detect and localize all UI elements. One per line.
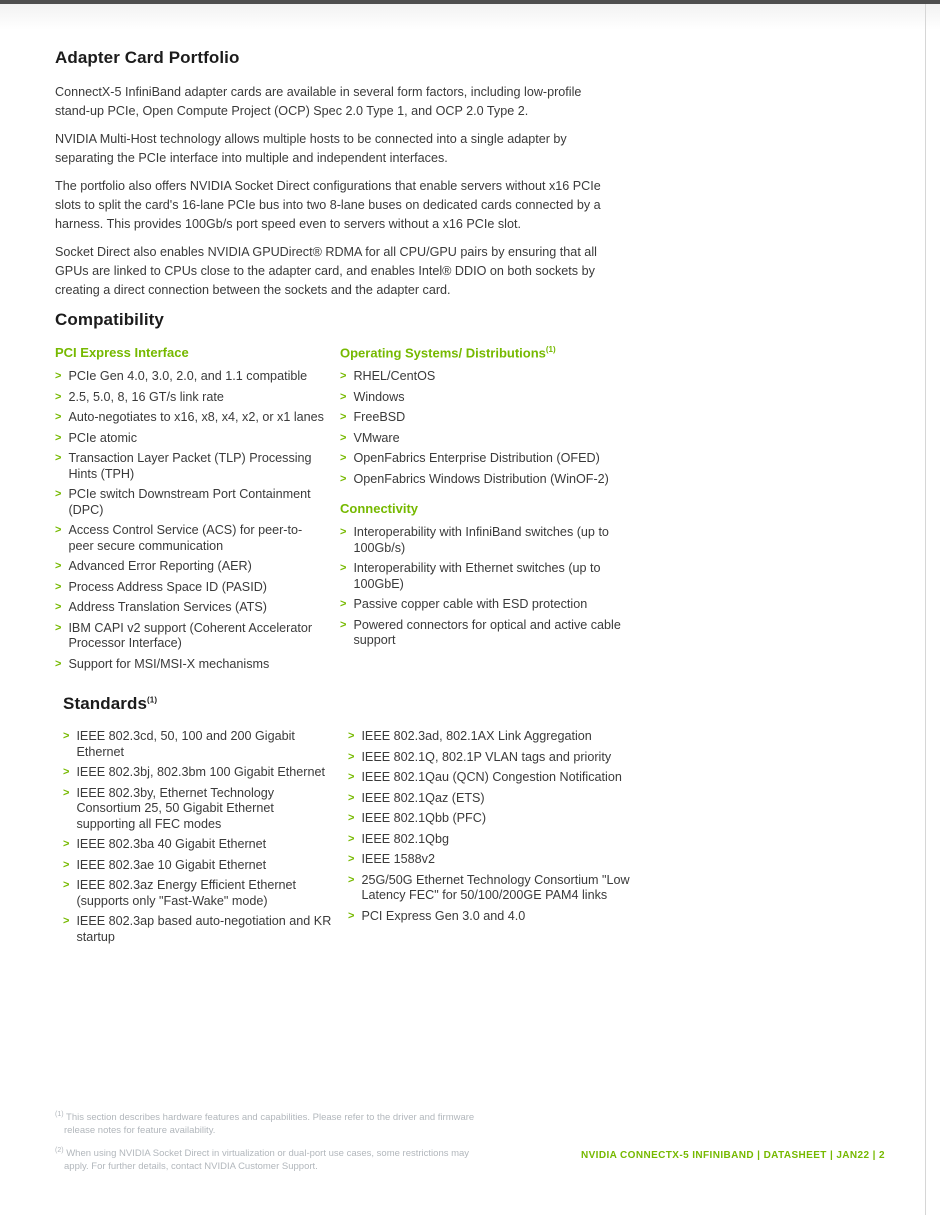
paragraph: ConnectX-5 InfiniBand adapter cards are available in several form factors, including low-profile stand-up PCIe, Open Compute Project (OCP) Spec 2.0 Type 1, and OCP 2.0 Type 2. [55, 85, 582, 118]
list-item-text: RHEL/CentOS [353, 369, 436, 384]
list-item-text: 25G/50G Ethernet Technology Consortium "Low Latency FEC" for 50/100/200GE PAM4 links [361, 872, 630, 902]
page-footer: NVIDIA CONNECTX-5 INFINIBAND | DATASHEET | JAN22 | 2 [580, 1150, 885, 1161]
chevron-bullet-icon: > [63, 730, 70, 742]
list-item [63, 729, 335, 760]
list-item-text: PCI Express Gen 3.0 and 4.0 [361, 908, 526, 923]
list-item [340, 410, 625, 426]
list-item [340, 525, 625, 556]
list-item [55, 390, 327, 406]
list-item [340, 431, 625, 447]
list-item-text: IEEE 802.3bj, 802.3bm 100 Gigabit Ethernet [76, 765, 325, 779]
chevron-bullet-icon: > [55, 431, 62, 444]
list-item-text: IEEE 802.3ae 10 Gigabit Ethernet [76, 857, 267, 872]
pci-express-list [55, 369, 327, 672]
chevron-bullet-icon: > [340, 598, 347, 611]
chevron-bullet-icon: > [55, 390, 62, 403]
pci-express-heading: PCI Express Interface [55, 345, 189, 360]
chevron-bullet-icon: > [340, 370, 347, 383]
list-item-text: IEEE 802.1Q, 802.1P VLAN tags and priority [361, 749, 612, 764]
list-item [55, 369, 327, 385]
list-item-text: Access Control Service (ACS) for peer-to-peer secure communication [68, 523, 303, 553]
standards-right-column [348, 729, 633, 959]
list-item [348, 750, 633, 766]
list-item [340, 618, 625, 649]
list-item-text: Support for MSI/MSI-X mechanisms [68, 656, 270, 671]
standards-title [63, 694, 617, 714]
chevron-bullet-icon: > [63, 915, 70, 927]
list-item [348, 791, 633, 807]
chevron-bullet-icon: > [63, 858, 70, 871]
compatibility-title: Compatibility [55, 310, 164, 329]
compatibility-left-column [55, 345, 327, 686]
list-item [63, 914, 335, 945]
chevron-bullet-icon: > [55, 657, 62, 670]
list-item-text: PCIe Gen 4.0, 3.0, 2.0, and 1.1 compatible [68, 369, 308, 383]
list-item [63, 878, 335, 909]
list-item-text: IEEE 1588v2 [361, 852, 435, 866]
chevron-bullet-icon: > [63, 786, 70, 799]
chevron-bullet-icon: > [348, 730, 355, 742]
list-item [55, 523, 327, 554]
list-item [55, 431, 327, 447]
list-item [348, 909, 633, 925]
chevron-bullet-icon: > [348, 771, 355, 783]
list-item-text: Advanced Error Reporting (AER) [68, 559, 252, 573]
list-item [63, 786, 335, 833]
list-item-text: IEEE 802.3by, Ethernet Technology Consortium 25, 50 Gigabit Ethernet supporting all FEC modes [76, 785, 275, 831]
list-item-text: Powered connectors for optical and active cable support [353, 617, 621, 648]
operating-systems-list [340, 369, 625, 487]
list-item-text: IEEE 802.3ba 40 Gigabit Ethernet [76, 837, 267, 851]
chevron-bullet-icon: > [348, 873, 355, 886]
compatibility-right-column [340, 345, 625, 686]
list-item [63, 858, 335, 874]
list-item-text: Auto-negotiates to x16, x8, x4, x2, or x1 lanes [68, 410, 324, 424]
standards-left-column [63, 729, 335, 959]
chevron-bullet-icon: > [340, 562, 347, 575]
operating-systems-heading [340, 345, 625, 360]
operating-systems-heading-text: Operating Systems/ Distributions [340, 345, 546, 361]
chevron-bullet-icon: > [348, 750, 355, 763]
connectivity-heading: Connectivity [340, 501, 419, 517]
standards-right-list [348, 729, 633, 924]
list-item-text: Interoperability with Ethernet switches (up to 100GbE) [353, 561, 601, 591]
list-item [340, 451, 625, 467]
list-item-text: IEEE 802.1Qaz (ETS) [361, 790, 485, 805]
portfolio-paragraphs [55, 83, 617, 300]
portfolio-title: Adapter Card Portfolio [55, 48, 240, 67]
chevron-bullet-icon: > [55, 560, 62, 572]
chevron-bullet-icon: > [340, 431, 347, 444]
footnote-marker: (2) [55, 1147, 64, 1155]
list-item [55, 657, 327, 673]
list-item [340, 369, 625, 385]
standards-left-list [63, 729, 335, 945]
list-item [63, 837, 335, 853]
list-item [348, 811, 633, 827]
list-item [348, 832, 633, 848]
list-item-text: Address Translation Services (ATS) [68, 600, 267, 614]
chevron-bullet-icon: > [340, 618, 347, 631]
list-item-text: IBM CAPI v2 support (Coherent Accelerator Processor Interface) [68, 620, 313, 650]
footnote [55, 1108, 495, 1137]
chevron-bullet-icon: > [340, 452, 347, 465]
chevron-bullet-icon: > [348, 832, 355, 845]
list-item-text: FreeBSD [353, 410, 406, 425]
paragraph: Socket Direct also enables NVIDIA GPUDirect® RDMA for all CPU/GPU pairs by ensuring that all GPUs are linked to CPUs close to the adapter card, and enables Intel® DDIO on both sockets by creating a direct connection between the sockets and the adapter card. [55, 245, 597, 297]
list-item [348, 852, 633, 868]
standards-columns [63, 729, 630, 959]
list-item-text: Passive copper cable with ESD protection [353, 597, 588, 612]
chevron-bullet-icon: > [55, 452, 62, 464]
list-item [55, 487, 327, 518]
list-item [55, 621, 327, 652]
footnote-ref: (1) [545, 345, 556, 354]
list-item-text: IEEE 802.3az Energy Efficient Ethernet (supports only "Fast-Wake" mode) [76, 878, 297, 908]
list-item-text: VMware [353, 430, 400, 445]
standards-title-text: Standards [63, 694, 148, 713]
list-item-text: Process Address Space ID (PASID) [68, 579, 267, 594]
list-item-text: Transaction Layer Packet (TLP) Processing Hints (TPH) [68, 451, 312, 481]
chevron-bullet-icon: > [55, 488, 62, 500]
footnote-text: This section describes hardware features and capabilities. Please refer to the driver and firmware release notes for feature availability. [64, 1112, 475, 1137]
list-item-text: IEEE 802.3ad, 802.1AX Link Aggregation [361, 729, 592, 743]
list-item-text: IEEE 802.1Qau (QCN) Congestion Notification [361, 770, 622, 784]
chevron-bullet-icon: > [348, 853, 355, 865]
chevron-bullet-icon: > [55, 580, 62, 593]
list-item [55, 451, 327, 482]
list-item-text: IEEE 802.1Qbg [361, 831, 449, 846]
list-item [55, 410, 327, 426]
chevron-bullet-icon: > [55, 411, 62, 423]
list-item [63, 765, 335, 781]
chevron-bullet-icon: > [348, 791, 355, 804]
list-item-text: PCIe switch Downstream Port Containment (DPC) [68, 487, 311, 517]
chevron-bullet-icon: > [340, 390, 347, 403]
footnote-marker: (1) [55, 1111, 64, 1118]
list-item-text: OpenFabrics Windows Distribution (WinOF-2) [353, 471, 609, 486]
page-right-edge [925, 4, 926, 1215]
chevron-bullet-icon: > [55, 524, 62, 536]
list-item [55, 559, 327, 575]
paragraph: The portfolio also offers NVIDIA Socket Direct configurations that enable servers without x16 PCIe slots to split the card's 16-lane PCIe bus into two 8-lane buses on dedicated cards connected by a harness. This provides 100Gb/s port speed even to servers without a x16 PCIe slot. [55, 179, 601, 231]
chevron-bullet-icon: > [348, 812, 355, 824]
list-item [348, 770, 633, 786]
chevron-bullet-icon: > [348, 909, 355, 922]
page-top-fade [0, 4, 940, 30]
page-content [55, 48, 630, 959]
chevron-bullet-icon: > [63, 838, 70, 850]
chevron-bullet-icon: > [340, 526, 347, 539]
list-item [348, 729, 633, 745]
chevron-bullet-icon: > [55, 621, 62, 634]
compatibility-columns [55, 345, 621, 686]
chevron-bullet-icon: > [63, 879, 70, 891]
list-item [340, 472, 625, 488]
chevron-bullet-icon: > [55, 601, 62, 613]
chevron-bullet-icon: > [55, 370, 62, 382]
list-item [348, 873, 633, 904]
standards-section [55, 694, 630, 959]
footnote [55, 1144, 495, 1173]
connectivity-list [340, 525, 625, 649]
footnotes [55, 1108, 495, 1180]
list-item-text: IEEE 802.3ap based auto-negotiation and KR startup [76, 914, 332, 944]
footnote-ref: (1) [147, 695, 158, 705]
list-item-text: OpenFabrics Enterprise Distribution (OFED) [353, 451, 600, 466]
list-item [340, 390, 625, 406]
chevron-bullet-icon: > [340, 411, 347, 424]
list-item [340, 597, 625, 613]
chevron-bullet-icon: > [340, 472, 347, 485]
compatibility-section [55, 310, 621, 686]
list-item-text: 2.5, 5.0, 8, 16 GT/s link rate [68, 389, 224, 404]
chevron-bullet-icon: > [63, 766, 70, 778]
list-item [55, 600, 327, 616]
list-item [55, 580, 327, 596]
list-item-text: IEEE 802.3cd, 50, 100 and 200 Gigabit Ethernet [76, 729, 295, 759]
list-item-text: PCIe atomic [68, 430, 138, 445]
paragraph: NVIDIA Multi-Host technology allows multiple hosts to be connected into a single adapter by separating the PCIe interface into multiple and independent interfaces. [55, 132, 567, 165]
list-item [340, 561, 625, 592]
list-item-text: IEEE 802.1Qbb (PFC) [361, 811, 487, 825]
list-item-text: Windows [353, 389, 405, 404]
footnote-text: When using NVIDIA Socket Direct in virtualization or dual-port use cases, some restrictions may apply. For further details, contact NVIDIA Customer Support. [64, 1148, 470, 1173]
list-item-text: Interoperability with InfiniBand switches (up to 100Gb/s) [353, 525, 609, 555]
adapter-card-portfolio-section [55, 48, 617, 300]
